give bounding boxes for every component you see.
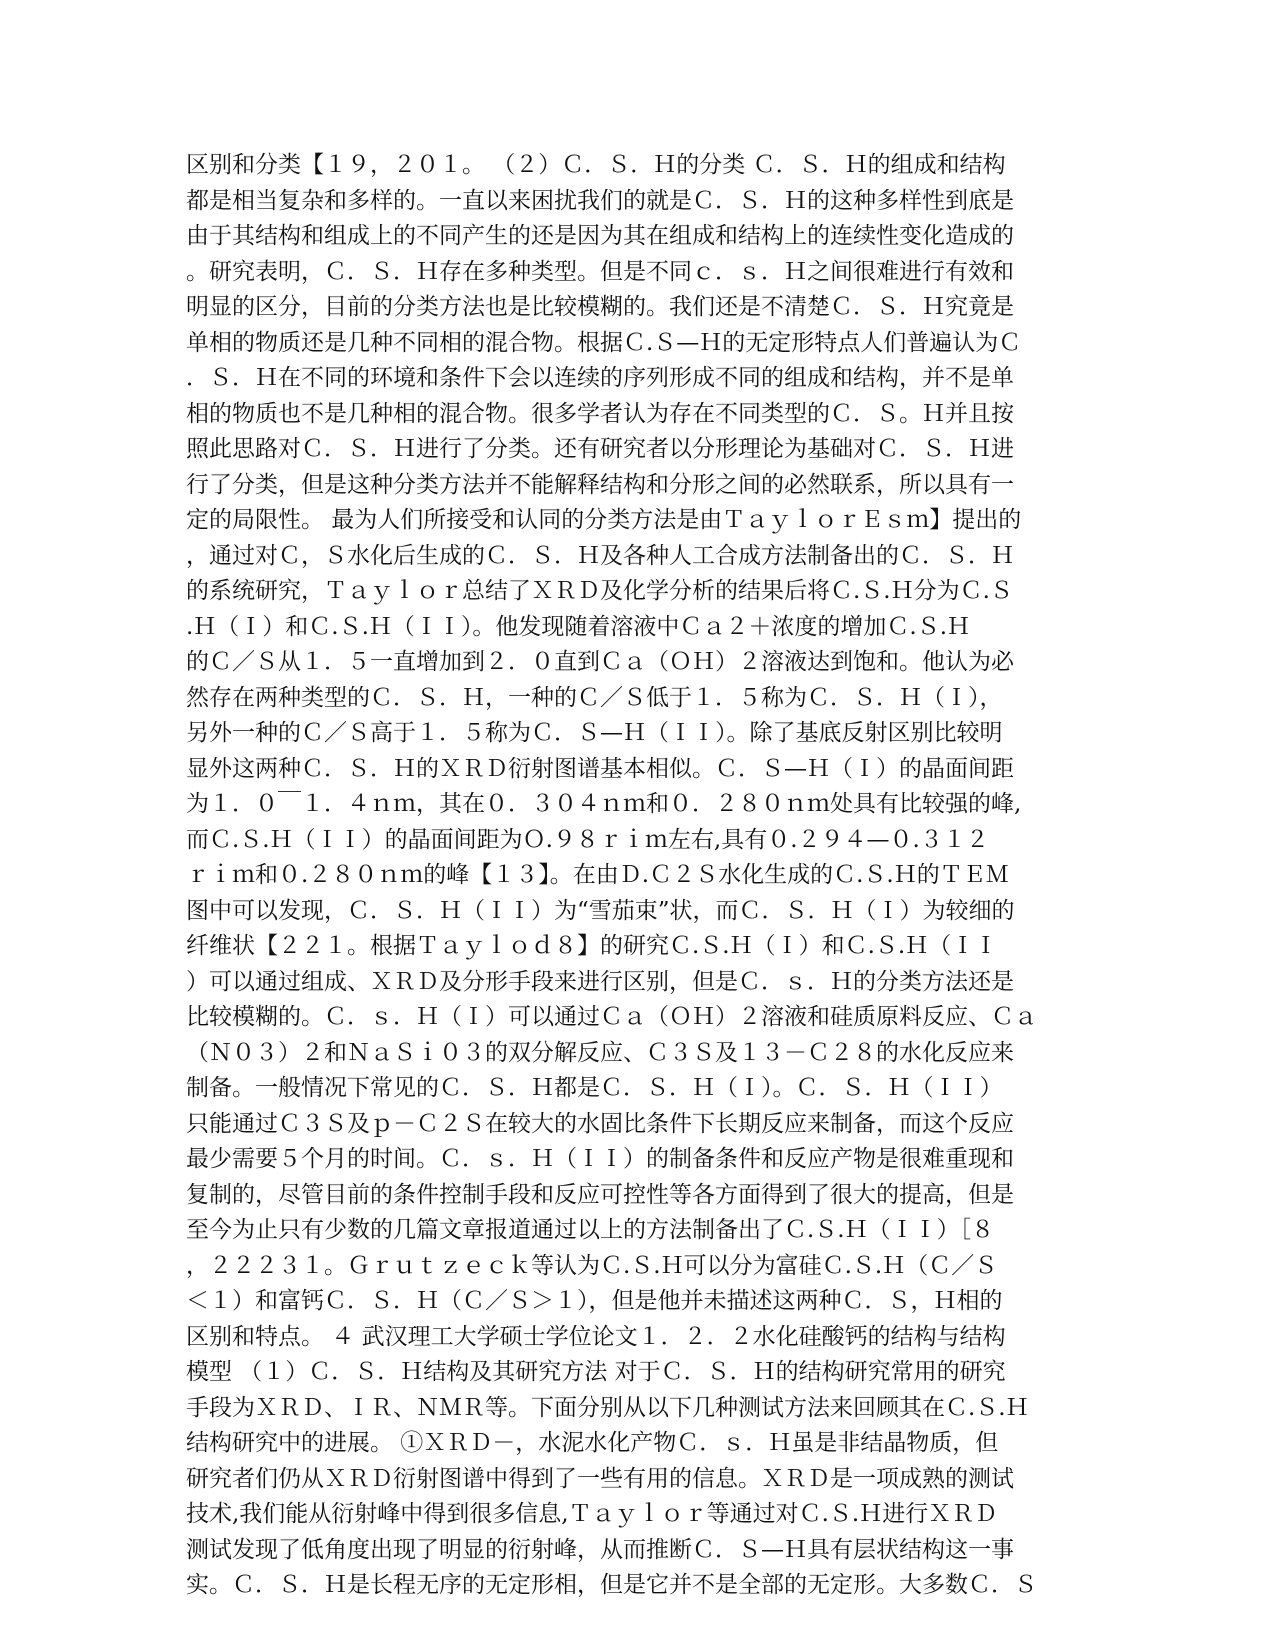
- text-line: 图中可以发现，Ｃ．Ｓ．Ｈ（ＩＩ）为“雪茄束”状，而Ｃ．Ｓ．Ｈ（Ｉ）为较细的: [186, 897, 1015, 924]
- text-line: 制备。一般情况下常见的Ｃ．Ｓ．Ｈ都是Ｃ．Ｓ．Ｈ（Ｉ）。Ｃ．Ｓ．Ｈ（ＩＩ）: [186, 1075, 1003, 1101]
- text-line: 定的局限性。 最为人们所接受和认同的分类方法是由ＴａｙｌｏｒＥｓｍ】提出的: [186, 507, 1022, 533]
- text-line: 手段为ＸＲＤ、ＩＲ、ＮＭＲ等。下面分别从以下几种测试方法来回顾其在Ｃ.Ｓ.Ｈ: [186, 1394, 1029, 1421]
- text-line: 最少需要５个月的时间。Ｃ．ｓ．Ｈ（ＩＩ）的制备条件和反应产物是很难重现和: [186, 1146, 1014, 1172]
- text-line: 另外一种的Ｃ／Ｓ高于１．５称为Ｃ．Ｓ—Ｈ（ＩＩ）。除了基底反射区别比较明: [186, 720, 1003, 746]
- text-line: 至今为止只有少数的几篇文章报道通过以上的方法制备出了Ｃ.Ｓ.Ｈ（ＩＩ）［８: [186, 1217, 995, 1243]
- text-line: 测试发现了低角度出现了明显的衍射峰，从而推断Ｃ．Ｓ—Ｈ具有层状结构这一事: [186, 1536, 1014, 1563]
- text-line: 的系统研究，Ｔａｙｌｏｒ总结了ＸＲＤ及化学分析的结果后将Ｃ.Ｓ.Ｈ分为Ｃ.Ｓ: [186, 578, 1013, 604]
- text-line: 。研究表明，Ｃ．Ｓ．Ｈ存在多种类型。但是不同ｃ．ｓ．Ｈ之间很难进行有效和: [186, 258, 1014, 285]
- text-line: ，通过对Ｃ，Ｓ水化后生成的Ｃ．Ｓ．Ｈ及各种人工合成方法制备出的Ｃ．Ｓ．Ｈ: [186, 542, 1014, 569]
- text-line: 只能通过Ｃ３Ｓ及ｐ－Ｃ２Ｓ在较大的水固比条件下长期反应来制备，而这个反应: [186, 1110, 1014, 1137]
- text-line: 区别和特点。 ４ 武汉理工大学硕士学位论文１．２．２水化硅酸钙的结构与结构: [186, 1323, 1006, 1350]
- text-line: 为１．０￣１．４ｎｍ，其在０．３０４ｎｍ和０．２８０ｎｍ处具有比较强的峰,: [186, 791, 1022, 817]
- text-line: 区别和分类【１９，２０１。 （２）Ｃ．Ｓ．Ｈ的分类 Ｃ．Ｓ．Ｈ的组成和结构: [186, 152, 1006, 178]
- text-line: （Ｎ０３）２和ＮａＳｉ０３的双分解反应、Ｃ３Ｓ及１３－Ｃ２８的水化反应来: [186, 1039, 1014, 1066]
- text-line: ＜１）和富钙Ｃ．Ｓ．Ｈ（Ｃ／Ｓ＞１），但是他并未描述这两种Ｃ．Ｓ，Ｈ相的: [186, 1288, 1003, 1314]
- text-line: 技术,我们能从衍射峰中得到很多信息,Ｔａｙｌｏｒ等通过对Ｃ.Ｓ.Ｈ进行ＸＲＤ: [186, 1501, 998, 1527]
- text-line: ｒｉｍ和０.２８０ｎｍ的峰【１３】。在由Ｄ.Ｃ２Ｓ水化生成的Ｃ.Ｓ.Ｈ的ＴＥＭ: [186, 862, 1009, 888]
- text-line: 复制的，尽管目前的条件控制手段和反应可控性等各方面得到了很大的提高，但是: [186, 1181, 1014, 1208]
- text-line: 照此思路对Ｃ．Ｓ．Ｈ进行了分类。还有研究者以分形理论为基础对Ｃ．Ｓ．Ｈ进: [186, 436, 1014, 462]
- text-line: 显外这两种Ｃ．Ｓ．Ｈ的ＸＲＤ衍射图谱基本相似。Ｃ．Ｓ—Ｈ（Ｉ）的晶面间距: [186, 755, 1014, 782]
- text-line: 单相的物质还是几种不同相的混合物。根据Ｃ.Ｓ—Ｈ的无定形特点人们普遍认为Ｃ: [186, 329, 1022, 356]
- text-line: 行了分类，但是这种分类方法并不能解释结构和分形之间的必然联系，所以具有一: [186, 471, 1014, 498]
- text-line: 纤维状【２２１。根据Ｔａｙｌｏｄ８】的研究Ｃ.Ｓ.Ｈ（Ｉ）和Ｃ.Ｓ.Ｈ（ＩＩ: [186, 933, 998, 959]
- text-line: .Ｈ（Ｉ）和Ｃ.Ｓ.Ｈ（ＩＩ）。他发现随着溶液中Ｃａ２＋浓度的增加Ｃ.Ｓ.Ｈ: [186, 613, 971, 640]
- text-line: 比较模糊的。Ｃ．ｓ．Ｈ（Ｉ）可以通过Ｃａ（ＯＨ）２溶液和硅质原料反应、Ｃａ: [186, 1004, 1037, 1030]
- text-line: 都是相当复杂和多样的。一直以来困扰我们的就是Ｃ．Ｓ．Ｈ的这种多样性到底是: [186, 187, 1014, 214]
- text-line: ）可以通过组成、ＸＲＤ及分形手段来进行区别，但是Ｃ．ｓ．Ｈ的分类方法还是: [186, 968, 1014, 995]
- text-line: 的Ｃ／Ｓ从１．５一直增加到２．０直到Ｃａ（ＯＨ）２溶液达到饱和。他认为必: [186, 649, 1014, 675]
- text-line: ．Ｓ．Ｈ在不同的环境和条件下会以连续的序列形成不同的组成和结构，并不是单: [186, 365, 1014, 391]
- text-line: 结构研究中的进展。 ①ＸＲＤ－，水泥水化产物Ｃ．ｓ．Ｈ虽是非结晶物质，但: [186, 1430, 999, 1456]
- text-line: 明显的区分，目前的分类方法也是比较模糊的。我们还是不清楚Ｃ．Ｓ．Ｈ究竟是: [186, 294, 1014, 320]
- text-line: 由于其结构和组成上的不同产生的还是因为其在组成和结构上的连续性变化造成的: [186, 223, 1014, 249]
- text-line: ，２２２３１。Ｇｒｕｔｚｅｃｋ等认为Ｃ.Ｓ.Ｈ可以分为富硅Ｃ.Ｓ.Ｈ（Ｃ／Ｓ: [186, 1252, 998, 1279]
- text-line: 然存在两种类型的Ｃ．Ｓ．Ｈ，一种的Ｃ／Ｓ低于１．５称为Ｃ．Ｓ．Ｈ（Ｉ），: [186, 684, 1003, 711]
- body-text: [186, 148, 1086, 1604]
- text-line: 而Ｃ.Ｓ.Ｈ（ＩＩ）的晶面间距为Ｏ.９８ｒｉｍ左右,具有０.２９４—０.３１２: [186, 826, 989, 853]
- text-line: 研究者们仍从ＸＲＤ衍射图谱中得到了一些有用的信息。ＸＲＤ是一项成熟的测试: [186, 1465, 1014, 1492]
- text-line: 实。Ｃ．Ｓ．Ｈ是长程无序的无定形相，但是它并不是全部的无定形。大多数Ｃ．Ｓ: [186, 1572, 1037, 1598]
- text-line: 相的物质也不是几种相的混合物。很多学者认为存在不同类型的Ｃ．Ｓ。Ｈ并且按: [186, 400, 1014, 427]
- text-line: 模型 （１）Ｃ．Ｓ．Ｈ结构及其研究方法 对于Ｃ．Ｓ．Ｈ的结构研究常用的研究: [186, 1359, 1006, 1385]
